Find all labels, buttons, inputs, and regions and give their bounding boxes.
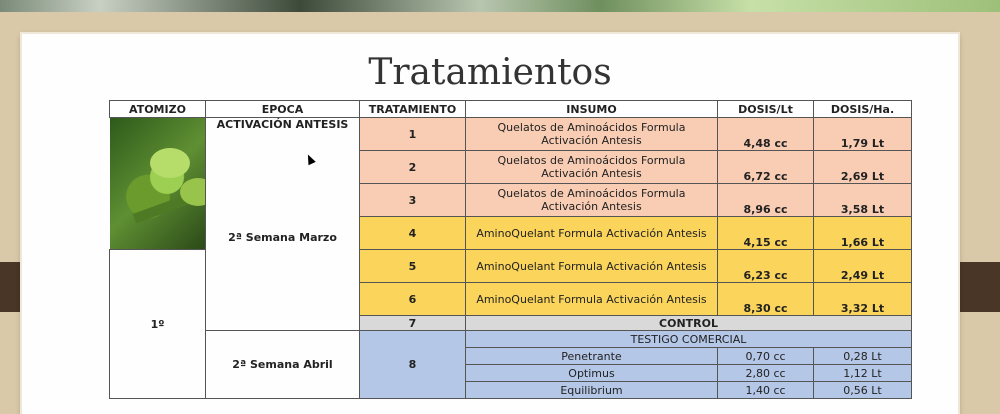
plant-bud-image: [110, 118, 206, 249]
background-photo-strip: [0, 0, 1000, 12]
dosis-ha-cell: 3,32 Lt: [814, 283, 912, 316]
header-insumo: INSUMO: [466, 101, 718, 118]
tratamiento-num: 6: [360, 283, 466, 316]
insumo-cell: AminoQuelant Formula Activación Antesis: [466, 283, 718, 316]
testigo-item: Optimus: [466, 365, 718, 382]
dosis-ha-cell: 1,12 Lt: [814, 365, 912, 382]
dosis-lt-cell: 4,48 cc: [718, 118, 814, 151]
dosis-lt-cell: 8,30 cc: [718, 283, 814, 316]
dosis-lt-cell: 6,72 cc: [718, 151, 814, 184]
testigo-item: Penetrante: [466, 348, 718, 365]
epoca-activacion: ACTIVACIÓN ANTESIS: [206, 118, 360, 151]
treatments-table: [109, 100, 912, 399]
header-dosis-ha: DOSIS/Ha.: [814, 101, 912, 118]
atomizo-cell: 1º: [110, 250, 206, 399]
dosis-ha-cell: 1,79 Lt: [814, 118, 912, 151]
tratamiento-num: 5: [360, 250, 466, 283]
header-tratamiento: TRATAMIENTO: [360, 101, 466, 118]
slide-board: [22, 34, 958, 414]
table-row: [110, 118, 912, 151]
header-dosis-lt: DOSIS/Lt: [718, 101, 814, 118]
tratamiento-num: 8: [360, 331, 466, 399]
dosis-ha-cell: 0,28 Lt: [814, 348, 912, 365]
insumo-cell: Quelatos de Aminoácidos Formula Activación Antesis: [466, 118, 718, 151]
tratamiento-num: 7: [360, 316, 466, 331]
epoca-abril: 2ª Semana Abril: [206, 331, 360, 399]
dosis-ha-cell: 2,69 Lt: [814, 151, 912, 184]
testigo-label: TESTIGO COMERCIAL: [466, 331, 912, 348]
insumo-cell: Quelatos de Aminoácidos Formula Activación Antesis: [466, 151, 718, 184]
dosis-lt-cell: 4,15 cc: [718, 217, 814, 250]
header-atomizo: ATOMIZO: [110, 101, 206, 118]
epoca-marzo: 2ª Semana Marzo: [206, 151, 360, 331]
plant-photo-cell: [110, 118, 206, 250]
right-side-tab: [958, 262, 1000, 312]
page-title: Tratamientos: [368, 52, 612, 93]
header-epoca: EPOCA: [206, 101, 360, 118]
dosis-lt-cell: 8,96 cc: [718, 184, 814, 217]
insumo-cell: AminoQuelant Formula Activación Antesis: [466, 250, 718, 283]
testigo-item: Equilibrium: [466, 382, 718, 399]
dosis-lt-cell: 6,23 cc: [718, 250, 814, 283]
dosis-lt-cell: 0,70 cc: [718, 348, 814, 365]
dosis-ha-cell: 3,58 Lt: [814, 184, 912, 217]
table-row: [110, 331, 912, 348]
table-row: [110, 151, 912, 184]
dosis-ha-cell: 2,49 Lt: [814, 250, 912, 283]
insumo-cell: Quelatos de Aminoácidos Formula Activación Antesis: [466, 184, 718, 217]
tratamiento-num: 1: [360, 118, 466, 151]
dosis-ha-cell: 0,56 Lt: [814, 382, 912, 399]
dosis-lt-cell: 1,40 cc: [718, 382, 814, 399]
dosis-lt-cell: 2,80 cc: [718, 365, 814, 382]
control-label: CONTROL: [466, 316, 912, 331]
tratamiento-num: 4: [360, 217, 466, 250]
dosis-ha-cell: 1,66 Lt: [814, 217, 912, 250]
table-header-row: [110, 101, 912, 118]
tratamiento-num: 3: [360, 184, 466, 217]
insumo-cell: AminoQuelant Formula Activación Antesis: [466, 217, 718, 250]
tratamiento-num: 2: [360, 151, 466, 184]
